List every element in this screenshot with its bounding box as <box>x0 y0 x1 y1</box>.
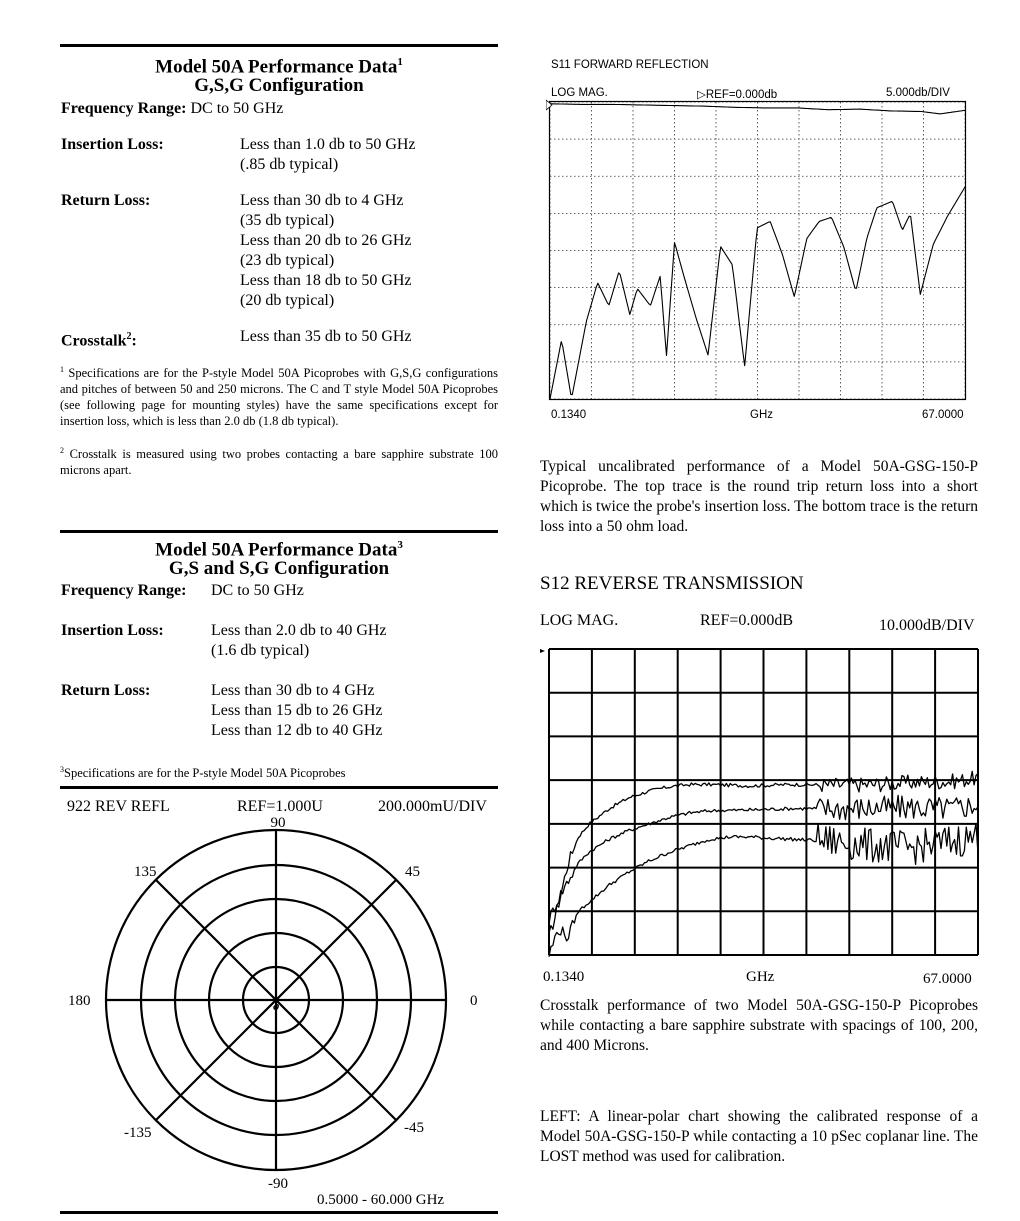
section2-return-loss-values: Less than 30 db to 4 GHz Less than 15 db to 26 GHz Less than 12 db to 40 GHz <box>211 682 383 739</box>
polar-header-left: 922 REV REFL <box>67 798 170 815</box>
s12-x-start: 0.1340 <box>543 969 585 985</box>
polar-top-rule <box>60 786 498 789</box>
section2-insertion-loss-values: Less than 2.0 db to 40 GHz (1.6 db typical) <box>211 622 387 659</box>
section2-insertion-loss-label: Insertion Loss: <box>61 622 164 639</box>
section2-subtitle: G,S and S,G Configuration <box>168 558 390 579</box>
polar-angle-180: 180 <box>68 993 91 1009</box>
s12-ref: REF=0.000dB <box>700 612 794 629</box>
s11-chart <box>546 98 970 404</box>
polar-angle-m135: -135 <box>124 1125 152 1141</box>
frequency-range-label: Frequency Range: <box>61 100 187 117</box>
polar-angle-90: 90 <box>270 815 286 831</box>
insertion-loss-label: Insertion Loss: <box>61 136 164 153</box>
s12-chart <box>538 644 980 960</box>
s11-caption: Typical uncalibrated performance of a Model 50A-GSG-150-P Picoprobe. The top trace is the round trip return loss into a short which is twice the probe's insertion loss. The bottom trace is the return loss into a 50 ohm load. <box>540 458 978 535</box>
s11-x-end: 67.0000 <box>922 409 964 421</box>
polar-angle-45: 45 <box>405 864 420 880</box>
insertion-loss-values: Less than 1.0 db to 50 GHz (.85 db typical) <box>240 136 416 173</box>
s11-x-unit: GHz <box>750 409 773 421</box>
polar-grid <box>106 830 446 1170</box>
s11-grid <box>550 102 965 399</box>
section2-title: Model 50A Performance Data$^3$ <box>155 539 403 561</box>
polar-bottom-rule <box>60 1211 498 1214</box>
s11-x-start: 0.1340 <box>551 409 587 421</box>
series-line <box>550 104 965 114</box>
s12-div: 10.000dB/DIV <box>879 617 975 634</box>
s12-x-unit: GHz <box>746 969 775 985</box>
polar-angle-m90: -90 <box>268 1176 288 1192</box>
section2-return-loss-label: Return Loss: <box>61 682 151 699</box>
crosstalk-value: Less than 35 db to 50 GHz <box>240 328 412 345</box>
section1-frequency-range <box>61 99 283 119</box>
section1-title: Model 50A Performance Data$^1$ <box>155 56 403 78</box>
section1-subtitle: G,S,G Configuration <box>194 75 364 96</box>
s12-log-mag: LOG MAG. <box>540 612 619 629</box>
return-loss-label: Return Loss: <box>61 192 151 209</box>
section2-frequency-range-value: DC to 50 GHz <box>211 582 304 599</box>
return-loss-values: Less than 30 db to 4 GHz (35 db typical) Less than 20 db to 26 GHz (23 db typical) Less than 18 db to 50 GHz (20 db typical) <box>240 192 412 309</box>
s12-caption: Crosstalk performance of two Model 50A-GSG-150-P Picoprobes while contacting a bare sapphire substrate with spacings of 100, 200, and 400 Microns. <box>540 997 978 1054</box>
footnote-3: $^3$Specifications are for the P-style Model 50A Picoprobes <box>60 765 346 781</box>
footnote-2: $^2$ Crosstalk is measured using two probes contacting a bare sapphire substrate 100 microns apart. <box>60 446 498 478</box>
s11-title: S11 FORWARD REFLECTION <box>551 59 709 71</box>
frequency-range-value: DC to 50 GHz <box>190 100 284 117</box>
polar-frequency-range: 0.5000 - 60.000 GHz <box>317 1192 445 1208</box>
s11-log-mag: LOG MAG. <box>551 87 608 99</box>
polar-angle-135: 135 <box>134 864 157 880</box>
s12-x-end: 67.0000 <box>923 971 972 987</box>
polar-header-mid: REF=1.000U <box>237 798 323 815</box>
s11-div: 5.000db/DIV <box>886 87 950 99</box>
polar-chart <box>60 790 500 1210</box>
s11-ref: ▷REF=0.000db <box>697 89 778 101</box>
polar-header-right: 200.000mU/DIV <box>378 798 487 815</box>
polar-angle-m45: -45 <box>404 1120 424 1136</box>
footnote-1: $^1$ Specifications are for the P-style Model 50A Picoprobes with G,S,G configurations and pitches of between 50 and 250 microns. The C and T style Model 50A Picoprobes (see following page for mounting styles) have the same specifications except for insertion loss, which is less than 2.0 db (1.8 db typical). <box>60 365 498 429</box>
section1-top-rule <box>60 44 498 47</box>
section2-frequency-range-label: Frequency Range: <box>61 582 187 599</box>
s12-grid <box>549 649 978 955</box>
crosstalk-label: Crosstalk$^2$: <box>61 331 137 350</box>
polar-angle-0: 0 <box>470 993 478 1009</box>
polar-caption: LEFT: A linear-polar chart showing the calibrated response of a Model 50A-GSG-150-P while contacting a 10 pSec coplanar line. The LOST method was used for calibration. <box>540 1108 978 1165</box>
s12-title: S12 REVERSE TRANSMISSION <box>540 573 804 594</box>
s12-ref-marker <box>540 649 545 653</box>
